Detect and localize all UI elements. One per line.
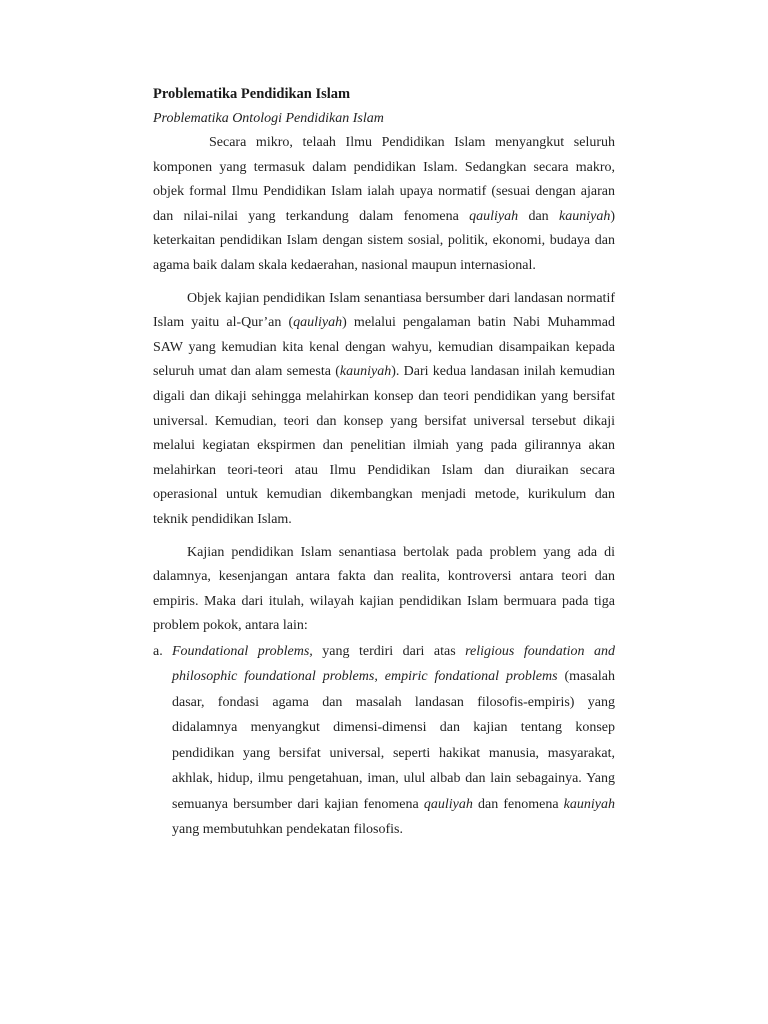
text-run: yang terdiri dari atas: [312, 643, 466, 659]
paragraph-1: [153, 131, 615, 279]
text-run: ) melalui pengalaman batin Nabi Muhammad SAW yang kemudian kita kenal dengan wahyu, kemudian disampaikan kepada seluruh umat dan alam semesta (: [153, 315, 615, 380]
text-run: (masalah dasar, fondasi agama dan masalah landasan filosofis-empiris) yang didalamnya menyangkut dimensi-dimensi dan kajian tentang konsep pendidikan yang bersifat universal, seperti hakikat manusia, masyarakat, akhlak, hidup, ilmu pengetahuan, iman, ulul albab dan lain sebagainya. Yang semuanya bersumber dari kajian fenomena: [172, 669, 616, 812]
text-run: yang membutuhkan pendekatan filosofis.: [172, 822, 403, 838]
text-run: Secara mikro, telaah Ilmu Pendidikan Islam menyangkut seluruh komponen yang termasuk dalam pendidikan Islam. Sedangkan secara makro, objek formal Ilmu Pendidikan Islam ialah upaya normatif (sesuai dengan ajaran dan nilai-nilai yang terkandung dalam fenomena: [153, 135, 615, 224]
page-title: Problematika Pendidikan Islam: [153, 86, 351, 102]
text-run: Kajian pendidikan Islam senantiasa bertolak pada problem yang ada di dalamnya, kesenjangan antara fakta dan realita, kontroversi antara teori dan empiris. Maka dari itulah, wilayah kajian pendidikan Islam bermuara pada tiga problem pokok, antara lain:: [153, 544, 615, 634]
italic-term: religious foundation and philosophic foundational problems: [172, 643, 616, 685]
text-run: dan: [518, 208, 559, 224]
text-run: ) keterkaitan pendidikan Islam dengan sistem sosial, politik, ekonomi, budaya dan agama baik dalam skala kedaerahan, nasional maupun internasional.: [153, 208, 615, 273]
list-item-text: [172, 644, 615, 838]
text-run: ,: [374, 669, 385, 685]
italic-term: kauniyah: [559, 208, 611, 224]
italic-term: kauniyah: [563, 796, 615, 812]
problem-list: [153, 639, 615, 843]
list-marker: a.: [153, 643, 163, 659]
text-run: Objek kajian pendidikan Islam senantiasa bersumber dari landasan normatif Islam yaitu al-Qur’an (: [153, 290, 615, 331]
text-run: ). Dari kedua landasan inilah kemudian digali dan dikaji sehingga melahirkan konsep dan teori pendidikan yang bersifat universal. Kemudian, teori dan konsep yang bersifat universal tersebut dikaji melalui kegiatan ekspirmen dan penelitian ilmiah yang pada gilirannya akan melahirkan teori-teori atau Ilmu Pendidikan Islam dan diuraikan secara operasional untuk kemudian dikembangkan menjadi metode, kurikulum dan teknik pendidikan Islam.: [153, 364, 615, 527]
italic-term: qauliyah: [423, 796, 473, 812]
italic-term: qauliyah: [293, 315, 343, 331]
italic-term: empiric fondational problems: [384, 669, 558, 685]
paragraph-3: [153, 541, 615, 639]
document-page: [153, 82, 615, 843]
list-item: [153, 639, 615, 843]
text-run: dan fenomena: [472, 796, 564, 812]
italic-term: qauliyah: [469, 208, 519, 224]
section-subtitle: Problematika Ontologi Pendidikan Islam: [153, 111, 384, 126]
paragraph-2: [153, 287, 615, 533]
italic-term: kauniyah: [339, 364, 392, 380]
italic-term: Foundational problems,: [172, 643, 313, 659]
